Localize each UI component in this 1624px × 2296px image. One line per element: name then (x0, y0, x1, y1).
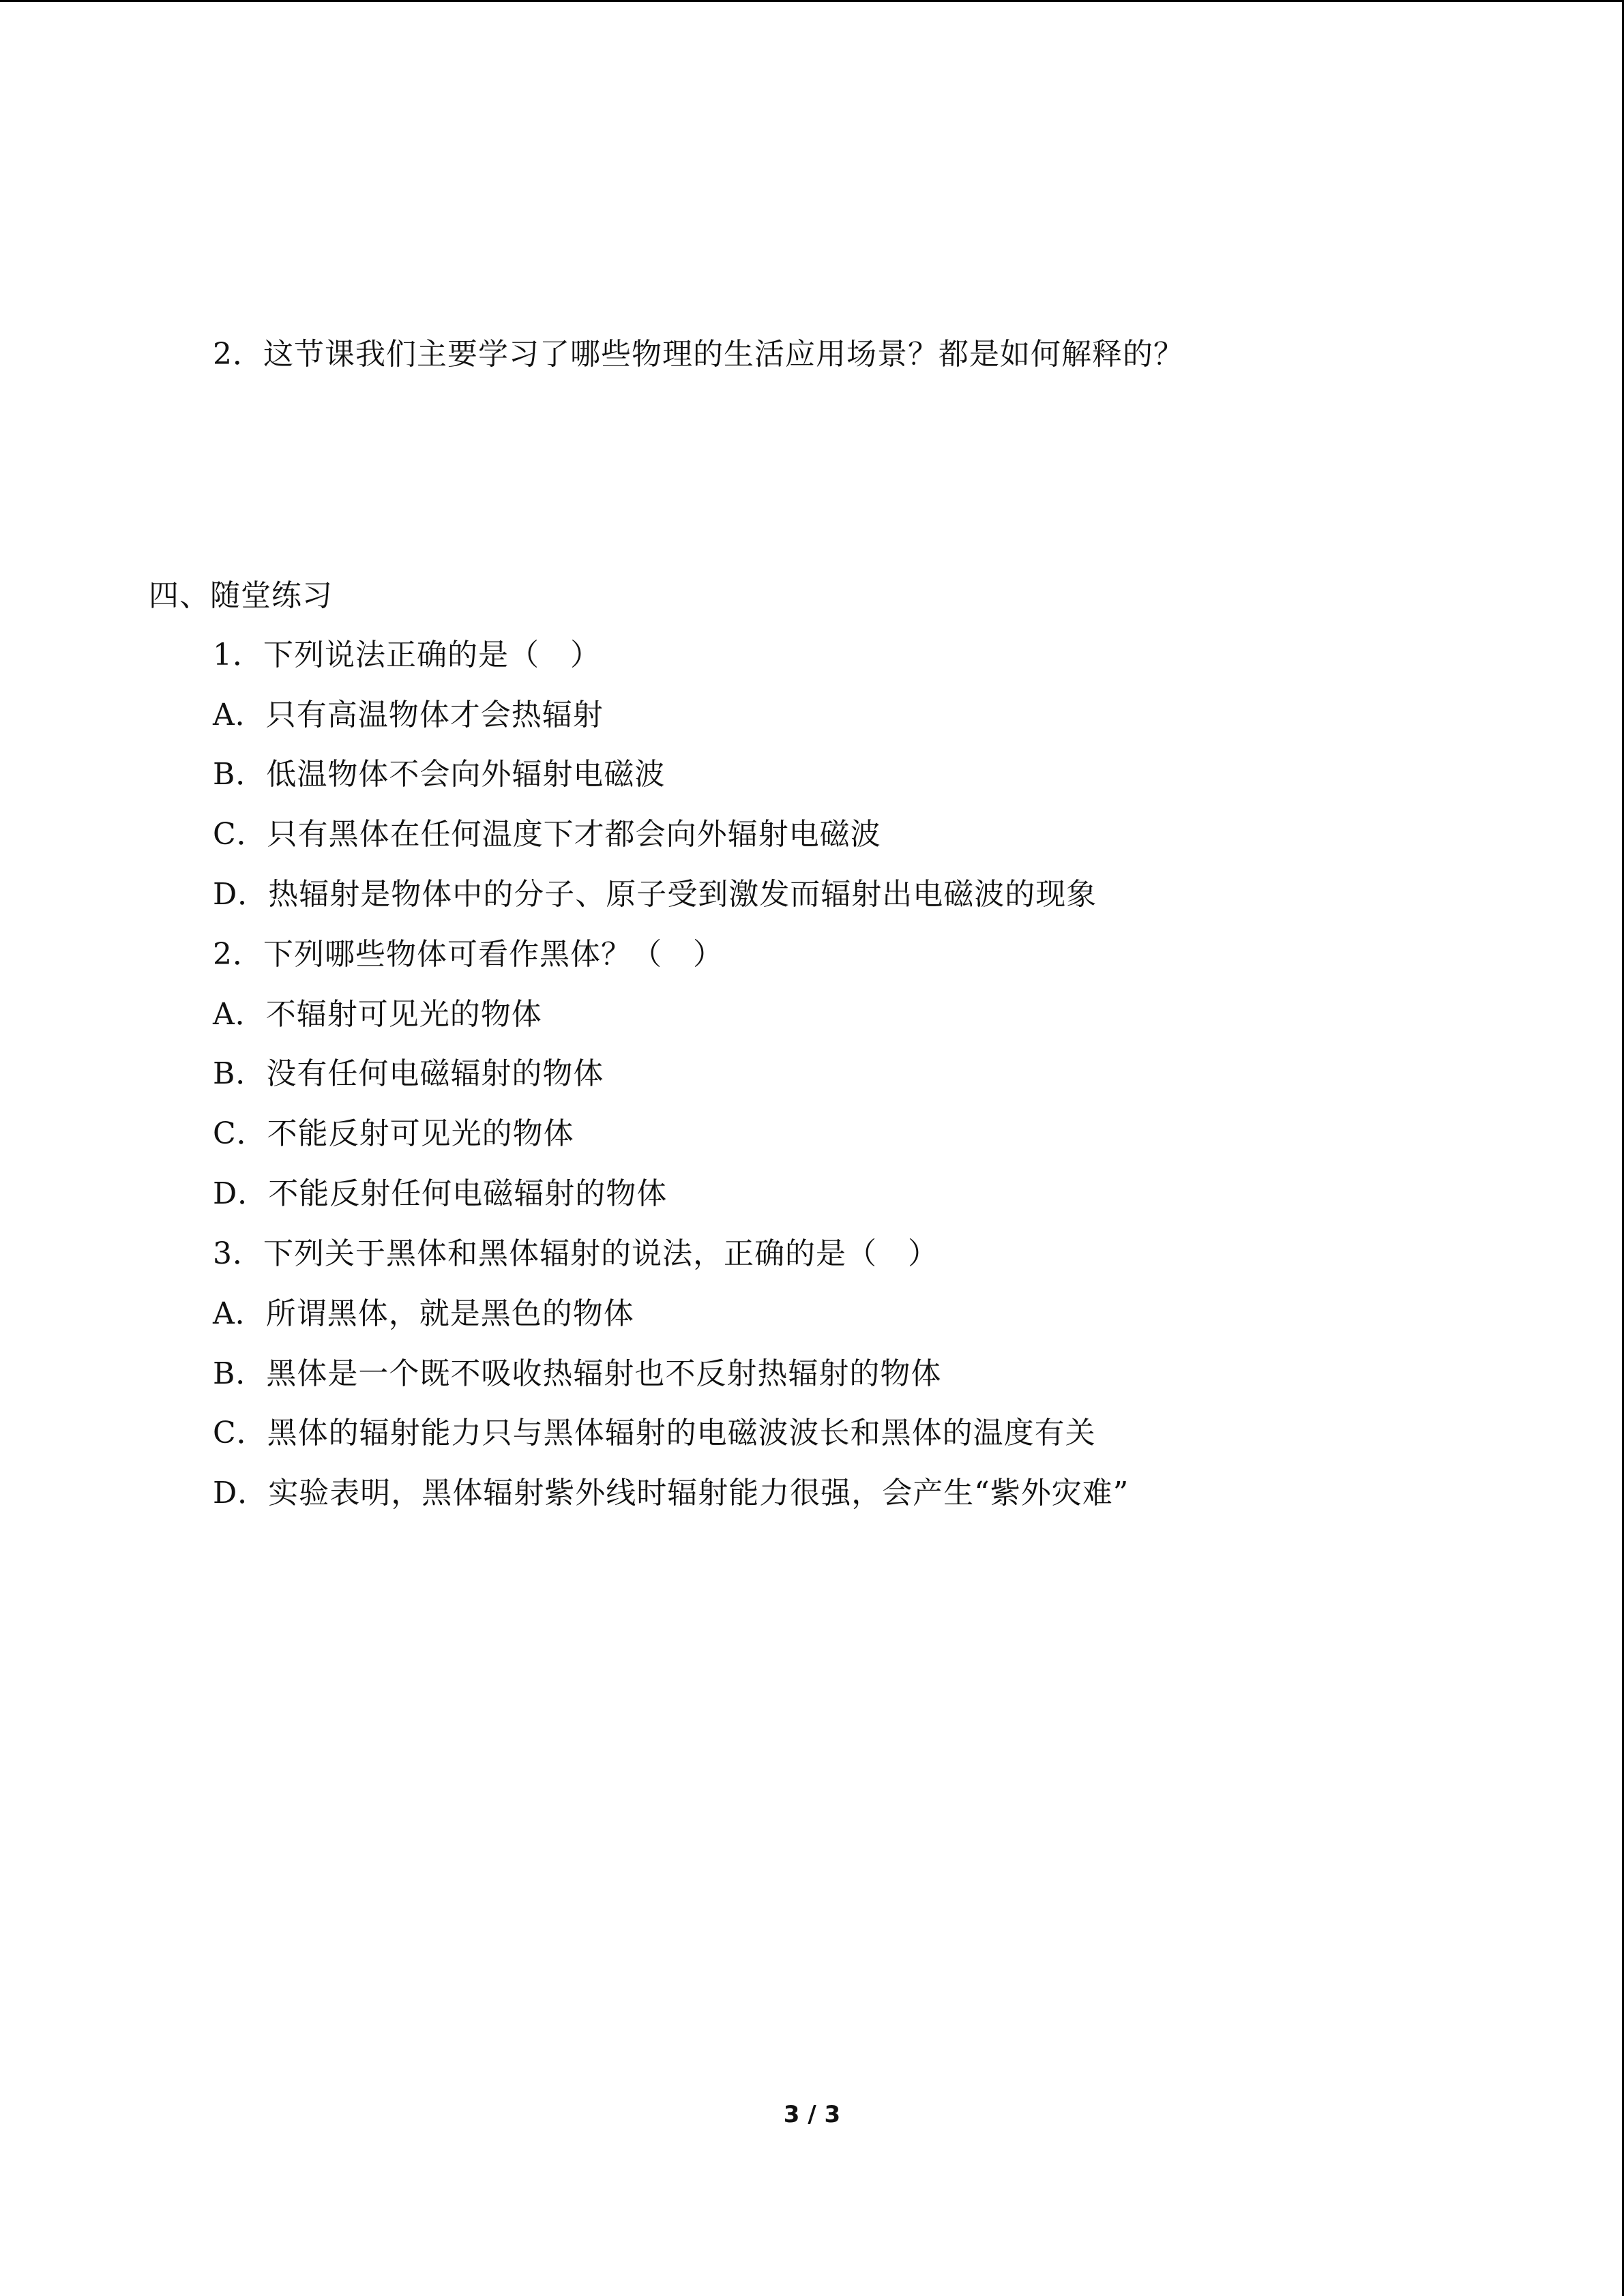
section-heading-practice: 四、随堂练习 (149, 578, 333, 613)
question-3-option-a: A．所谓黑体，就是黑色的物体 (213, 1296, 634, 1331)
question-1-stem: 1．下列说法正确的是（ ） (213, 638, 601, 672)
question-1-option-b: B．低温物体不会向外辐射电磁波 (213, 757, 666, 792)
question-3-option-d: D．实验表明，黑体辐射紫外线时辐射能力很强，会产生“紫外灾难” (213, 1476, 1130, 1510)
question-2-stem: 2．下列哪些物体可看作黑体？（ ） (213, 937, 724, 972)
page-number: 3 / 3 (783, 2101, 841, 2128)
question-1-option-a: A．只有高温物体才会热辐射 (213, 698, 604, 732)
question-1-option-d: D．热辐射是物体中的分子、原子受到激发而辐射出电磁波的现象 (213, 877, 1097, 912)
question-1-option-c: C．只有黑体在任何温度下才都会向外辐射电磁波 (213, 817, 881, 852)
review-question-2: 2．这节课我们主要学习了哪些物理的生活应用场景？都是如何解释的？ (213, 337, 1184, 372)
question-3-option-b: B．黑体是一个既不吸收热辐射也不反射热辐射的物体 (213, 1356, 942, 1391)
question-2-option-b: B．没有任何电磁辐射的物体 (213, 1056, 604, 1091)
question-2-option-a: A．不辐射可见光的物体 (213, 997, 542, 1032)
question-3-stem: 3．下列关于黑体和黑体辐射的说法，正确的是（ ） (213, 1236, 939, 1271)
question-3-option-c: C．黑体的辐射能力只与黑体辐射的电磁波波长和黑体的温度有关 (213, 1416, 1096, 1450)
question-2-option-c: C．不能反射可见光的物体 (213, 1116, 574, 1151)
question-2-option-d: D．不能反射任何电磁辐射的物体 (213, 1176, 668, 1211)
